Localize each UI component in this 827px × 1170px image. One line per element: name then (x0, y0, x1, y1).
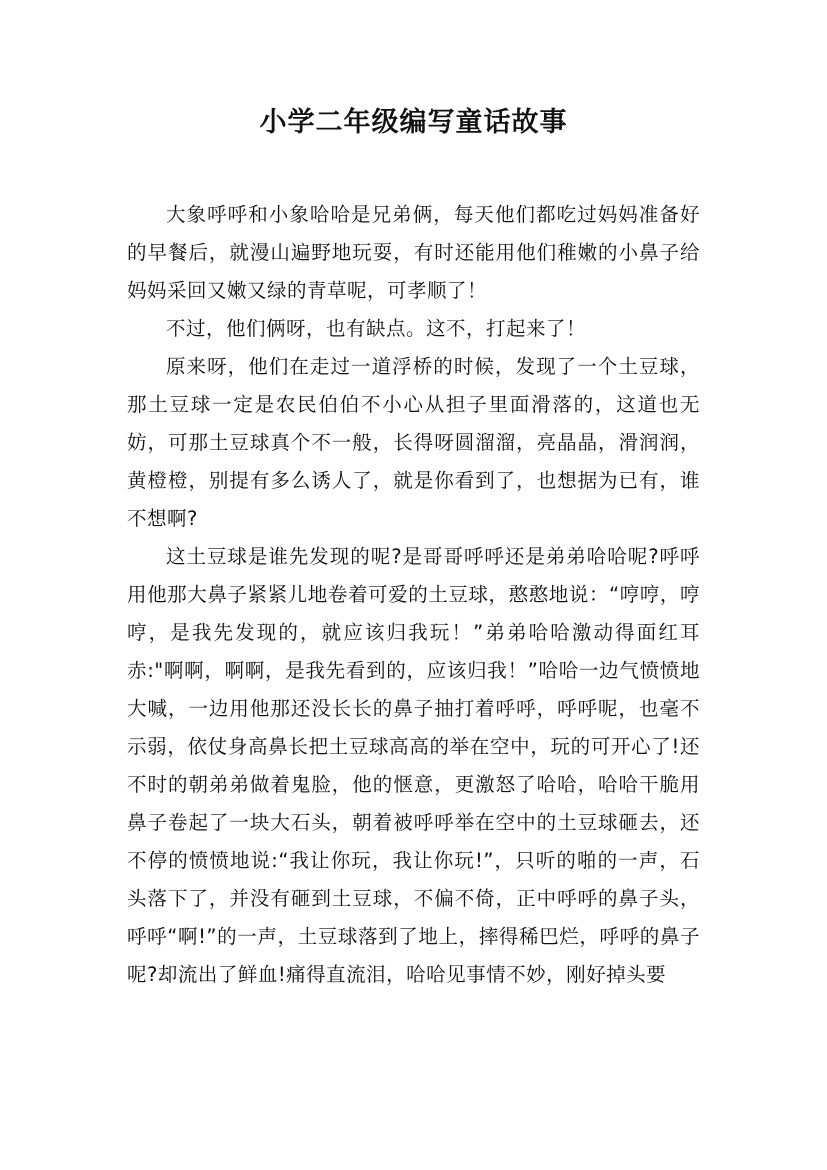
document-body (127, 196, 700, 994)
paragraph: 原来呀，他们在走过一道浮桥的时候，发现了一个土豆球，那土豆球一定是农民伯伯不小心从担子里面滑落的，这道也无妨，可那土豆球真个不一般，长得呀圆溜溜，亮晶晶，滑润润，黄橙橙，别提有多么诱人了，就是你看到了，也想据为已有，谁不想啊? (127, 355, 700, 530)
paragraph: 这土豆球是谁先发现的呢?是哥哥呼呼还是弟弟哈哈呢?呼呼用他那大鼻子紧紧儿地卷着可爱的土豆球，憨憨地说：“哼哼，哼哼，是我先发现的，就应该归我玩！”弟弟哈哈激动得面红耳赤:"啊啊，啊啊，是我先看到的，应该归我！”哈哈一边气愤愤地大喊，一边用他那还没长长的鼻子抽打着呼呼，呼呼呢，也毫不示弱，依仗身高鼻长把土豆球高高的举在空中，玩的可开心了!还不时的朝弟弟做着鬼脸，他的惬意，更激怒了哈哈，哈哈干脆用鼻子卷起了一块大石头，朝着被呼呼举在空中的土豆球砸去，还不停的愤愤地说:“我让你玩，我让你玩!”，只听的啪的一声，石头落下了，并没有砸到土豆球，不偏不倚，正中呼呼的鼻子头，呼呼“啊!”的一声，土豆球落到了地上，摔得稀巴烂，呼呼的鼻子呢?却流出了鲜血!痛得直流泪，哈哈见事情不妙，刚好掉头要 (127, 545, 700, 986)
paragraph: 大象呼呼和小象哈哈是兄弟俩，每天他们都吃过妈妈准备好的早餐后，就漫山遍野地玩耍，有时还能用他们稚嫩的小鼻子给妈妈采回又嫩又绿的青草呢，可孝顺了！ (127, 203, 700, 302)
paragraph: 不过，他们俩呀，也有缺点。这不，打起来了！ (166, 317, 587, 340)
document-title: 小学二年级编写童话故事 (259, 107, 568, 138)
